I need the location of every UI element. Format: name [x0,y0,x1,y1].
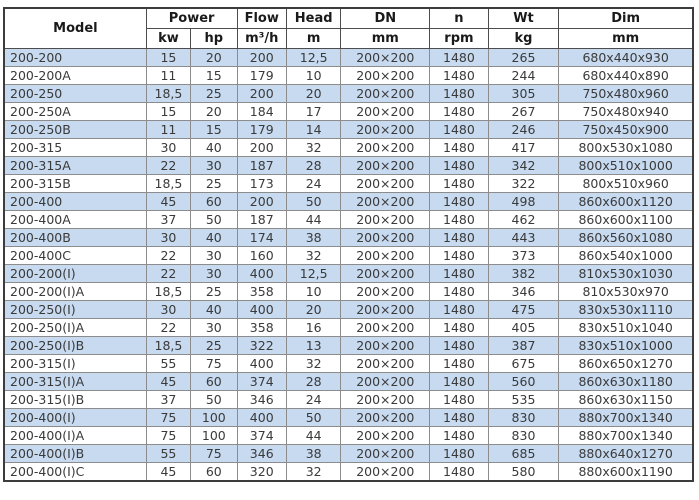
cell-model: 200-250(I)A [4,319,146,337]
cell-dn: 200×200 [341,247,430,265]
cell-wt: 580 [488,463,559,482]
cell-dim: 860x600x1120 [559,193,693,211]
cell-dim: 830x530x1110 [559,301,693,319]
cell-wt: 417 [488,139,559,157]
cell-model: 200-400(I)A [4,427,146,445]
cell-wt: 265 [488,49,559,67]
cell-flow: 358 [237,283,286,301]
cell-power-kw: 55 [146,445,190,463]
cell-model: 200-400(I) [4,409,146,427]
header-row-main [4,8,693,29]
cell-power-hp: 15 [191,121,237,139]
cell-dim: 830x510x1000 [559,337,693,355]
cell-model: 200-315A [4,157,146,175]
cell-dim: 860x630x1180 [559,373,693,391]
cell-power-hp: 40 [191,301,237,319]
cell-dim: 680x440x890 [559,67,693,85]
cell-dn: 200×200 [341,85,430,103]
cell-dim: 860x540x1000 [559,247,693,265]
cell-flow: 346 [237,445,286,463]
cell-head: 44 [286,211,340,229]
cell-flow: 200 [237,193,286,211]
cell-power-hp: 30 [191,319,237,337]
header-unit-dim: mm [559,29,693,49]
cell-power-kw: 22 [146,157,190,175]
cell-dn: 200×200 [341,157,430,175]
cell-dim: 810x530x1030 [559,265,693,283]
cell-wt: 498 [488,193,559,211]
cell-power-hp: 50 [191,391,237,409]
cell-model: 200-400 [4,193,146,211]
cell-wt: 342 [488,157,559,175]
pump-spec-table [3,7,694,482]
cell-power-kw: 45 [146,463,190,482]
cell-flow: 346 [237,391,286,409]
cell-power-hp: 100 [191,427,237,445]
table-row [4,355,693,373]
table-row [4,139,693,157]
table-row [4,409,693,427]
cell-dim: 750x450x900 [559,121,693,139]
cell-flow: 400 [237,409,286,427]
cell-power-kw: 30 [146,139,190,157]
cell-power-hp: 40 [191,139,237,157]
cell-n: 1480 [430,157,489,175]
cell-dim: 880x700x1340 [559,427,693,445]
cell-power-hp: 30 [191,265,237,283]
cell-power-kw: 18,5 [146,337,190,355]
cell-dn: 200×200 [341,121,430,139]
cell-power-kw: 11 [146,67,190,85]
cell-model: 200-315(I)A [4,373,146,391]
cell-dn: 200×200 [341,49,430,67]
cell-dn: 200×200 [341,175,430,193]
cell-dim: 810x530x970 [559,283,693,301]
table-row [4,193,693,211]
header-unit-kw: kw [146,29,190,49]
cell-dim: 880x640x1270 [559,445,693,463]
cell-dim: 680x440x930 [559,49,693,67]
cell-power-kw: 30 [146,229,190,247]
cell-n: 1480 [430,373,489,391]
cell-wt: 305 [488,85,559,103]
table-row [4,301,693,319]
cell-head: 32 [286,139,340,157]
cell-flow: 179 [237,121,286,139]
cell-flow: 374 [237,427,286,445]
table-row [4,121,693,139]
cell-head: 17 [286,103,340,121]
cell-power-hp: 75 [191,355,237,373]
cell-flow: 200 [237,49,286,67]
cell-n: 1480 [430,211,489,229]
cell-head: 50 [286,193,340,211]
cell-wt: 560 [488,373,559,391]
cell-n: 1480 [430,139,489,157]
cell-power-hp: 15 [191,67,237,85]
cell-head: 24 [286,175,340,193]
table-row [4,427,693,445]
cell-flow: 173 [237,175,286,193]
cell-power-hp: 100 [191,409,237,427]
cell-flow: 184 [237,103,286,121]
cell-power-hp: 25 [191,175,237,193]
cell-head: 32 [286,355,340,373]
cell-n: 1480 [430,103,489,121]
cell-flow: 358 [237,319,286,337]
cell-model: 200-400(I)C [4,463,146,482]
cell-model: 200-250(I)B [4,337,146,355]
table-row [4,67,693,85]
cell-head: 24 [286,391,340,409]
cell-model: 200-315B [4,175,146,193]
cell-n: 1480 [430,247,489,265]
cell-model: 200-400B [4,229,146,247]
table-row [4,175,693,193]
cell-dn: 200×200 [341,373,430,391]
header-unit-hp: hp [191,29,237,49]
cell-dn: 200×200 [341,337,430,355]
cell-flow: 400 [237,355,286,373]
header-unit-head: m [286,29,340,49]
table-header [4,8,693,49]
cell-dn: 200×200 [341,409,430,427]
cell-flow: 322 [237,337,286,355]
cell-dim: 860x630x1150 [559,391,693,409]
cell-head: 44 [286,427,340,445]
cell-dim: 750x480x940 [559,103,693,121]
cell-dn: 200×200 [341,139,430,157]
cell-n: 1480 [430,49,489,67]
header-wt: Wt [488,8,559,29]
table-row [4,265,693,283]
table-row [4,247,693,265]
cell-flow: 200 [237,139,286,157]
table-row [4,229,693,247]
cell-head: 28 [286,373,340,391]
cell-wt: 443 [488,229,559,247]
cell-model: 200-315(I) [4,355,146,373]
cell-wt: 462 [488,211,559,229]
cell-model: 200-250B [4,121,146,139]
cell-head: 10 [286,283,340,301]
cell-wt: 244 [488,67,559,85]
cell-dn: 200×200 [341,301,430,319]
cell-power-kw: 75 [146,427,190,445]
cell-power-kw: 22 [146,265,190,283]
cell-wt: 346 [488,283,559,301]
cell-dim: 800x510x1000 [559,157,693,175]
table-row [4,49,693,67]
cell-head: 32 [286,463,340,482]
cell-dn: 200×200 [341,67,430,85]
cell-dn: 200×200 [341,193,430,211]
cell-flow: 179 [237,67,286,85]
cell-dn: 200×200 [341,445,430,463]
cell-head: 10 [286,67,340,85]
cell-dim: 800x530x1080 [559,139,693,157]
header-flow: Flow [237,8,286,29]
cell-dn: 200×200 [341,283,430,301]
cell-power-hp: 20 [191,49,237,67]
cell-power-kw: 37 [146,211,190,229]
cell-flow: 187 [237,157,286,175]
cell-flow: 174 [237,229,286,247]
cell-power-hp: 60 [191,193,237,211]
cell-n: 1480 [430,445,489,463]
cell-dn: 200×200 [341,229,430,247]
cell-dn: 200×200 [341,319,430,337]
cell-power-kw: 37 [146,391,190,409]
table-row [4,445,693,463]
cell-power-hp: 25 [191,337,237,355]
cell-n: 1480 [430,463,489,482]
cell-power-kw: 11 [146,121,190,139]
cell-power-kw: 75 [146,409,190,427]
cell-flow: 374 [237,373,286,391]
cell-n: 1480 [430,337,489,355]
cell-n: 1480 [430,85,489,103]
cell-n: 1480 [430,391,489,409]
cell-power-kw: 45 [146,373,190,391]
header-dim: Dim [559,8,693,29]
table-row [4,157,693,175]
table-row [4,391,693,409]
cell-power-hp: 30 [191,247,237,265]
cell-dim: 860x650x1270 [559,355,693,373]
table-row [4,319,693,337]
table-row [4,283,693,301]
cell-model: 200-200 [4,49,146,67]
header-unit-n: rpm [430,29,489,49]
cell-wt: 322 [488,175,559,193]
cell-head: 20 [286,85,340,103]
table-body [4,49,693,482]
cell-wt: 685 [488,445,559,463]
cell-head: 14 [286,121,340,139]
header-head: Head [286,8,340,29]
cell-flow: 187 [237,211,286,229]
cell-dim: 880x600x1190 [559,463,693,482]
cell-n: 1480 [430,193,489,211]
cell-model: 200-400C [4,247,146,265]
cell-wt: 535 [488,391,559,409]
cell-power-kw: 30 [146,301,190,319]
cell-power-hp: 60 [191,463,237,482]
cell-flow: 320 [237,463,286,482]
cell-dim: 800x510x960 [559,175,693,193]
cell-dim: 750x480x960 [559,85,693,103]
cell-n: 1480 [430,283,489,301]
cell-n: 1480 [430,265,489,283]
cell-power-kw: 22 [146,247,190,265]
cell-head: 38 [286,229,340,247]
cell-head: 38 [286,445,340,463]
cell-wt: 382 [488,265,559,283]
cell-wt: 246 [488,121,559,139]
cell-dn: 200×200 [341,211,430,229]
cell-power-kw: 15 [146,49,190,67]
header-power: Power [146,8,237,29]
table-row [4,373,693,391]
cell-wt: 373 [488,247,559,265]
header-dn: DN [341,8,430,29]
cell-model: 200-400(I)B [4,445,146,463]
cell-wt: 267 [488,103,559,121]
table-row [4,463,693,482]
header-unit-wt: kg [488,29,559,49]
cell-dim: 830x510x1040 [559,319,693,337]
cell-dim: 860x600x1100 [559,211,693,229]
cell-dn: 200×200 [341,391,430,409]
cell-dn: 200×200 [341,103,430,121]
cell-power-kw: 45 [146,193,190,211]
cell-power-kw: 18,5 [146,175,190,193]
cell-power-hp: 40 [191,229,237,247]
table-row [4,211,693,229]
cell-n: 1480 [430,301,489,319]
cell-n: 1480 [430,175,489,193]
cell-dn: 200×200 [341,463,430,482]
table-row [4,337,693,355]
table-row [4,103,693,121]
cell-model: 200-250(I) [4,301,146,319]
cell-dim: 860x560x1080 [559,229,693,247]
cell-n: 1480 [430,319,489,337]
cell-power-kw: 18,5 [146,85,190,103]
cell-wt: 675 [488,355,559,373]
cell-head: 50 [286,409,340,427]
cell-dn: 200×200 [341,355,430,373]
cell-power-hp: 20 [191,103,237,121]
cell-model: 200-315(I)B [4,391,146,409]
cell-n: 1480 [430,229,489,247]
cell-flow: 200 [237,85,286,103]
cell-model: 200-250 [4,85,146,103]
header-n: n [430,8,489,29]
header-unit-flow: m³/h [237,29,286,49]
cell-wt: 387 [488,337,559,355]
cell-head: 32 [286,247,340,265]
cell-wt: 830 [488,427,559,445]
cell-wt: 405 [488,319,559,337]
cell-power-hp: 25 [191,85,237,103]
cell-head: 16 [286,319,340,337]
cell-wt: 475 [488,301,559,319]
header-unit-dn: mm [341,29,430,49]
cell-power-kw: 15 [146,103,190,121]
cell-model: 200-200(I)A [4,283,146,301]
cell-model: 200-250A [4,103,146,121]
cell-head: 12,5 [286,49,340,67]
cell-model: 200-315 [4,139,146,157]
cell-power-kw: 18,5 [146,283,190,301]
cell-flow: 160 [237,247,286,265]
cell-power-hp: 25 [191,283,237,301]
cell-power-hp: 30 [191,157,237,175]
cell-model: 200-400A [4,211,146,229]
cell-head: 12,5 [286,265,340,283]
cell-n: 1480 [430,409,489,427]
cell-n: 1480 [430,427,489,445]
cell-flow: 400 [237,301,286,319]
cell-n: 1480 [430,355,489,373]
cell-head: 13 [286,337,340,355]
cell-dn: 200×200 [341,427,430,445]
cell-power-hp: 60 [191,373,237,391]
table-row [4,85,693,103]
cell-dim: 880x700x1340 [559,409,693,427]
cell-power-kw: 22 [146,319,190,337]
cell-n: 1480 [430,121,489,139]
cell-power-hp: 75 [191,445,237,463]
cell-power-kw: 55 [146,355,190,373]
cell-model: 200-200A [4,67,146,85]
cell-wt: 830 [488,409,559,427]
cell-flow: 400 [237,265,286,283]
cell-power-hp: 50 [191,211,237,229]
cell-n: 1480 [430,67,489,85]
cell-head: 20 [286,301,340,319]
cell-dn: 200×200 [341,265,430,283]
cell-head: 28 [286,157,340,175]
cell-model: 200-200(I) [4,265,146,283]
header-model: Model [4,8,146,49]
